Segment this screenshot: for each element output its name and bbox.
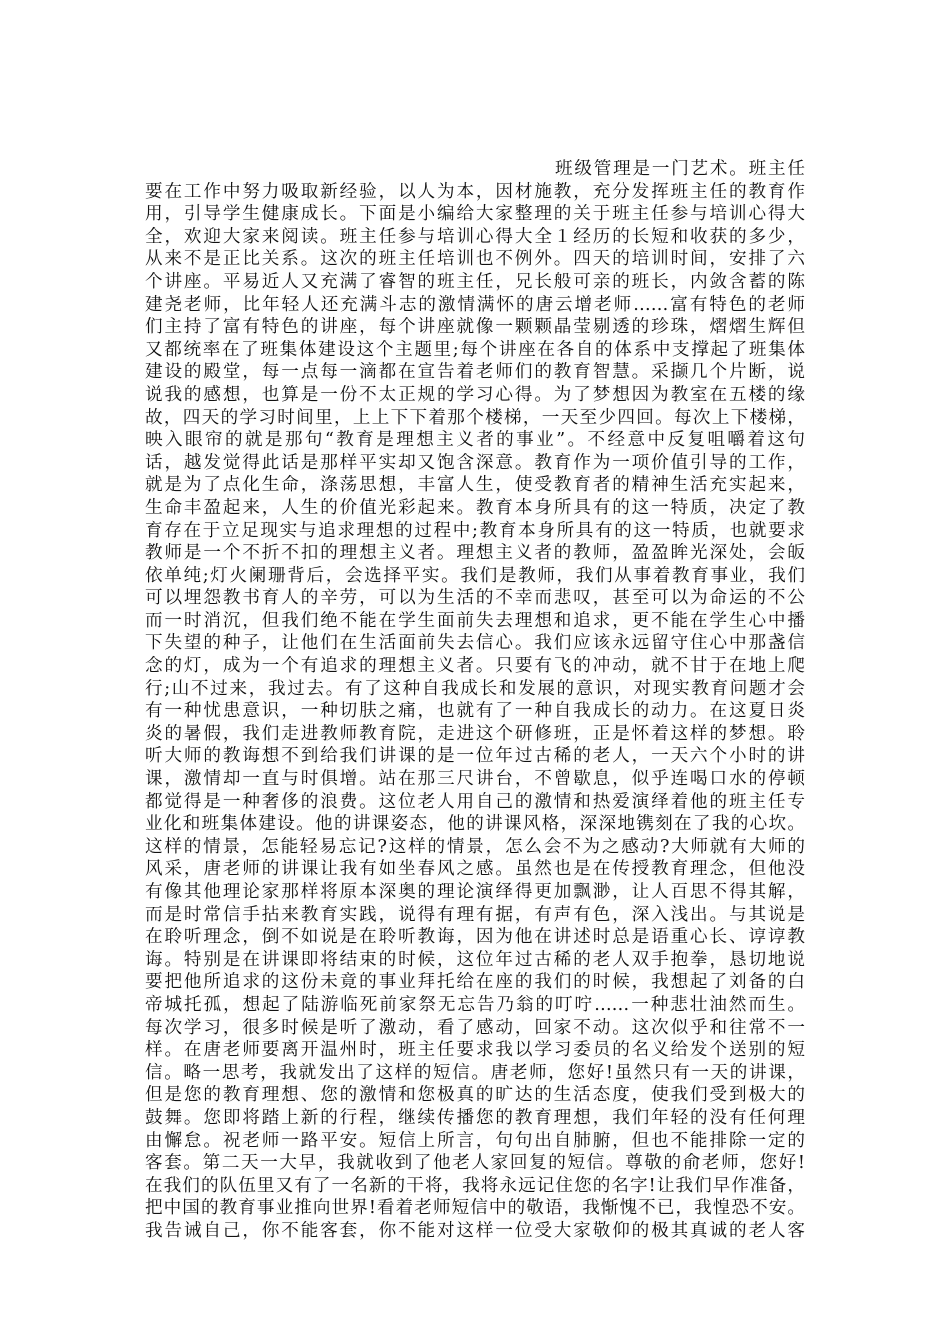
- text-line: 帝城托孤，想起了陆游临死前家祭无忘告乃翁的叮咛……一种悲壮油然而生。: [145, 994, 805, 1015]
- text-line: 映入眼帘的就是那句“教育是理想主义者的事业”。不经意中反复咀嚼着这句: [145, 430, 805, 451]
- text-line: 由懈怠。祝老师一路平安。短信上所言，句句出自肺腑，但也不能排除一定的: [145, 1130, 805, 1151]
- text-line: 全，欢迎大家来阅读。班主任参与培训心得大全１经历的长短和收获的多少，: [145, 226, 805, 247]
- text-line: 说我的感想，也算是一份不太正规的学习心得。为了梦想因为教室在五楼的缘: [145, 384, 805, 405]
- text-line: 在我们的队伍里又有了一名新的干将，我将永远记住您的名字!让我们早作准备，: [145, 1175, 805, 1196]
- text-line: 念的灯，成为一个有追求的理想主义者。只要有飞的冲动，就不甘于在地上爬: [145, 656, 805, 677]
- text-line: 又都统率在了班集体建设这个主题里;每个讲座在各自的体系中支撑起了班集体: [145, 339, 805, 360]
- text-line: 用，引导学生健康成长。下面是小编给大家整理的关于班主任参与培训心得大: [145, 204, 805, 225]
- text-line: 就是为了点化生命，涤荡思想，丰富人生，使受教育者的精神生活充实起来，: [145, 475, 805, 496]
- text-line: 依单纯;灯火阑珊背后，会选择平实。我们是教师，我们从事着教育事业，我们: [145, 565, 805, 586]
- text-line: 行;山不过来，我过去。有了这种自我成长和发展的意识，对现实教育问题才会: [145, 678, 805, 699]
- text-line: 但是您的教育理想、您的激情和您极真的旷达的生活态度，使我们受到极大的: [145, 1085, 805, 1106]
- text-line: 而一时消沉，但我们绝不能在学生面前失去理想和追求，更不能在学生心中播: [145, 610, 805, 631]
- text-line: 课，激情却一直与时俱增。站在那三尺讲台，不曾歇息，似乎连喝口水的停顿: [145, 769, 805, 790]
- text-line: 可以埋怨教书育人的辛劳，可以为生活的不幸而悲叹，甚至可以为命运的不公: [145, 588, 805, 609]
- text-line: 要把他所追求的这份未竟的事业拜托给在座的我们的时候，我想起了刘备的白: [145, 972, 805, 993]
- text-line: 客套。第二天一大早，我就收到了他老人家回复的短信。尊敬的俞老师，您好!: [145, 1153, 805, 1174]
- text-line: 生命丰盈起来，人生的价值光彩起来。教育本身所具有的这一特质，决定了教: [145, 497, 805, 518]
- text-line: 炎的暑假，我们走进教师教育院，走进这个研修班，正是怀着这样的梦想。聆: [145, 723, 805, 744]
- text-line: 教师是一个不折不扣的理想主义者。理想主义者的教师，盈盈眸光深处，会皈: [145, 543, 805, 564]
- text-line: 信。略一思考，我就发出了这样的短信。唐老师，您好!虽然只有一天的讲课，: [145, 1062, 805, 1083]
- text-line: 个讲座。平易近人又充满了睿智的班主任，兄长般可亲的班长，内敛含蓄的陈: [145, 271, 805, 292]
- text-line: 鼓舞。您即将踏上新的行程，继续传播您的教育理想，我们年轻的没有任何理: [145, 1107, 805, 1128]
- article-body: [145, 158, 805, 1243]
- text-line: 我告诫自己，你不能客套，你不能对这样一位受大家敬仰的极其真诚的老人客: [145, 1220, 805, 1241]
- text-line: 育存在于立足现实与追求理想的过程中;教育本身所具有的这一特质，也就要求: [145, 520, 805, 541]
- text-line: 样。在唐老师要离开温州时，班主任要求我以学习委员的名义给发个送别的短: [145, 1040, 805, 1061]
- text-line: 风采，唐老师的讲课让我有如坐春风之感。虽然也是在传授教育理念，但他没: [145, 859, 805, 880]
- text-line: 故，四天的学习时间里，上上下下着那个楼梯，一天至少四回。每次上下楼梯，: [145, 407, 805, 428]
- text-line: 在聆听理念，倒不如说是在聆听教诲，因为他在讲述时总是语重心长、谆谆教: [145, 927, 805, 948]
- text-line: 们主持了富有特色的讲座，每个讲座就像一颗颗晶莹剔透的珍珠，熠熠生辉但: [145, 317, 805, 338]
- text-line: 建尧老师，比年轻人还充满斗志的激情满怀的唐云增老师……富有特色的老师: [145, 294, 805, 315]
- text-line: 而是时常信手拈来教育实践，说得有理有据，有声有色，深入浅出。与其说是: [145, 904, 805, 925]
- text-line: 都觉得是一种奢侈的浪费。这位老人用自己的激情和热爱演绎着他的班主任专: [145, 791, 805, 812]
- text-line: 话，越发觉得此话是那样平实却又饱含深意。教育作为一项价值引导的工作，: [145, 452, 805, 473]
- text-line: 这样的情景，怎能轻易忘记?这样的情景，怎么会不为之感动?大师就有大师的: [145, 836, 805, 857]
- text-line: 每次学习，很多时候是听了激动，看了感动，回家不动。这次似乎和往常不一: [145, 1017, 805, 1038]
- text-line: 建设的殿堂，每一点每一滴都在宣告着老师们的教育智慧。采撷几个片断，说: [145, 362, 805, 383]
- text-line: 诲。特别是在讲课即将结束的时候，这位年过古稀的老人双手抱拳，恳切地说: [145, 949, 805, 970]
- text-line: 有一种忧患意识，一种切肤之痛，也就有了一种自我成长的动力。在这夏日炎: [145, 701, 805, 722]
- text-line: 下失望的种子，让他们在生活面前失去信心。我们应该永远留守住心中那盏信: [145, 633, 805, 654]
- text-line: 有像其他理论家那样将原本深奥的理论演绎得更加飘渺，让人百思不得其解，: [145, 882, 805, 902]
- text-line: 业化和班集体建设。他的讲课姿态，他的讲课风格，深深地镌刻在了我的心坎。: [145, 814, 805, 835]
- text-line: 班级管理是一门艺术。班主任: [555, 159, 805, 179]
- text-line: 听大师的教诲想不到给我们讲课的是一位年过古稀的老人，一天六个小时的讲: [145, 746, 805, 767]
- text-line: 要在工作中努力吸取新经验，以人为本，因材施教，充分发挥班主任的教育作: [145, 181, 805, 202]
- text-line: 从来不是正比关系。这次的班主任培训也不例外。四天的培训时间，安排了六: [145, 249, 805, 270]
- text-line: 把中国的教育事业推向世界!看着老师短信中的敬语，我惭愧不已，我惶恐不安。: [145, 1198, 805, 1219]
